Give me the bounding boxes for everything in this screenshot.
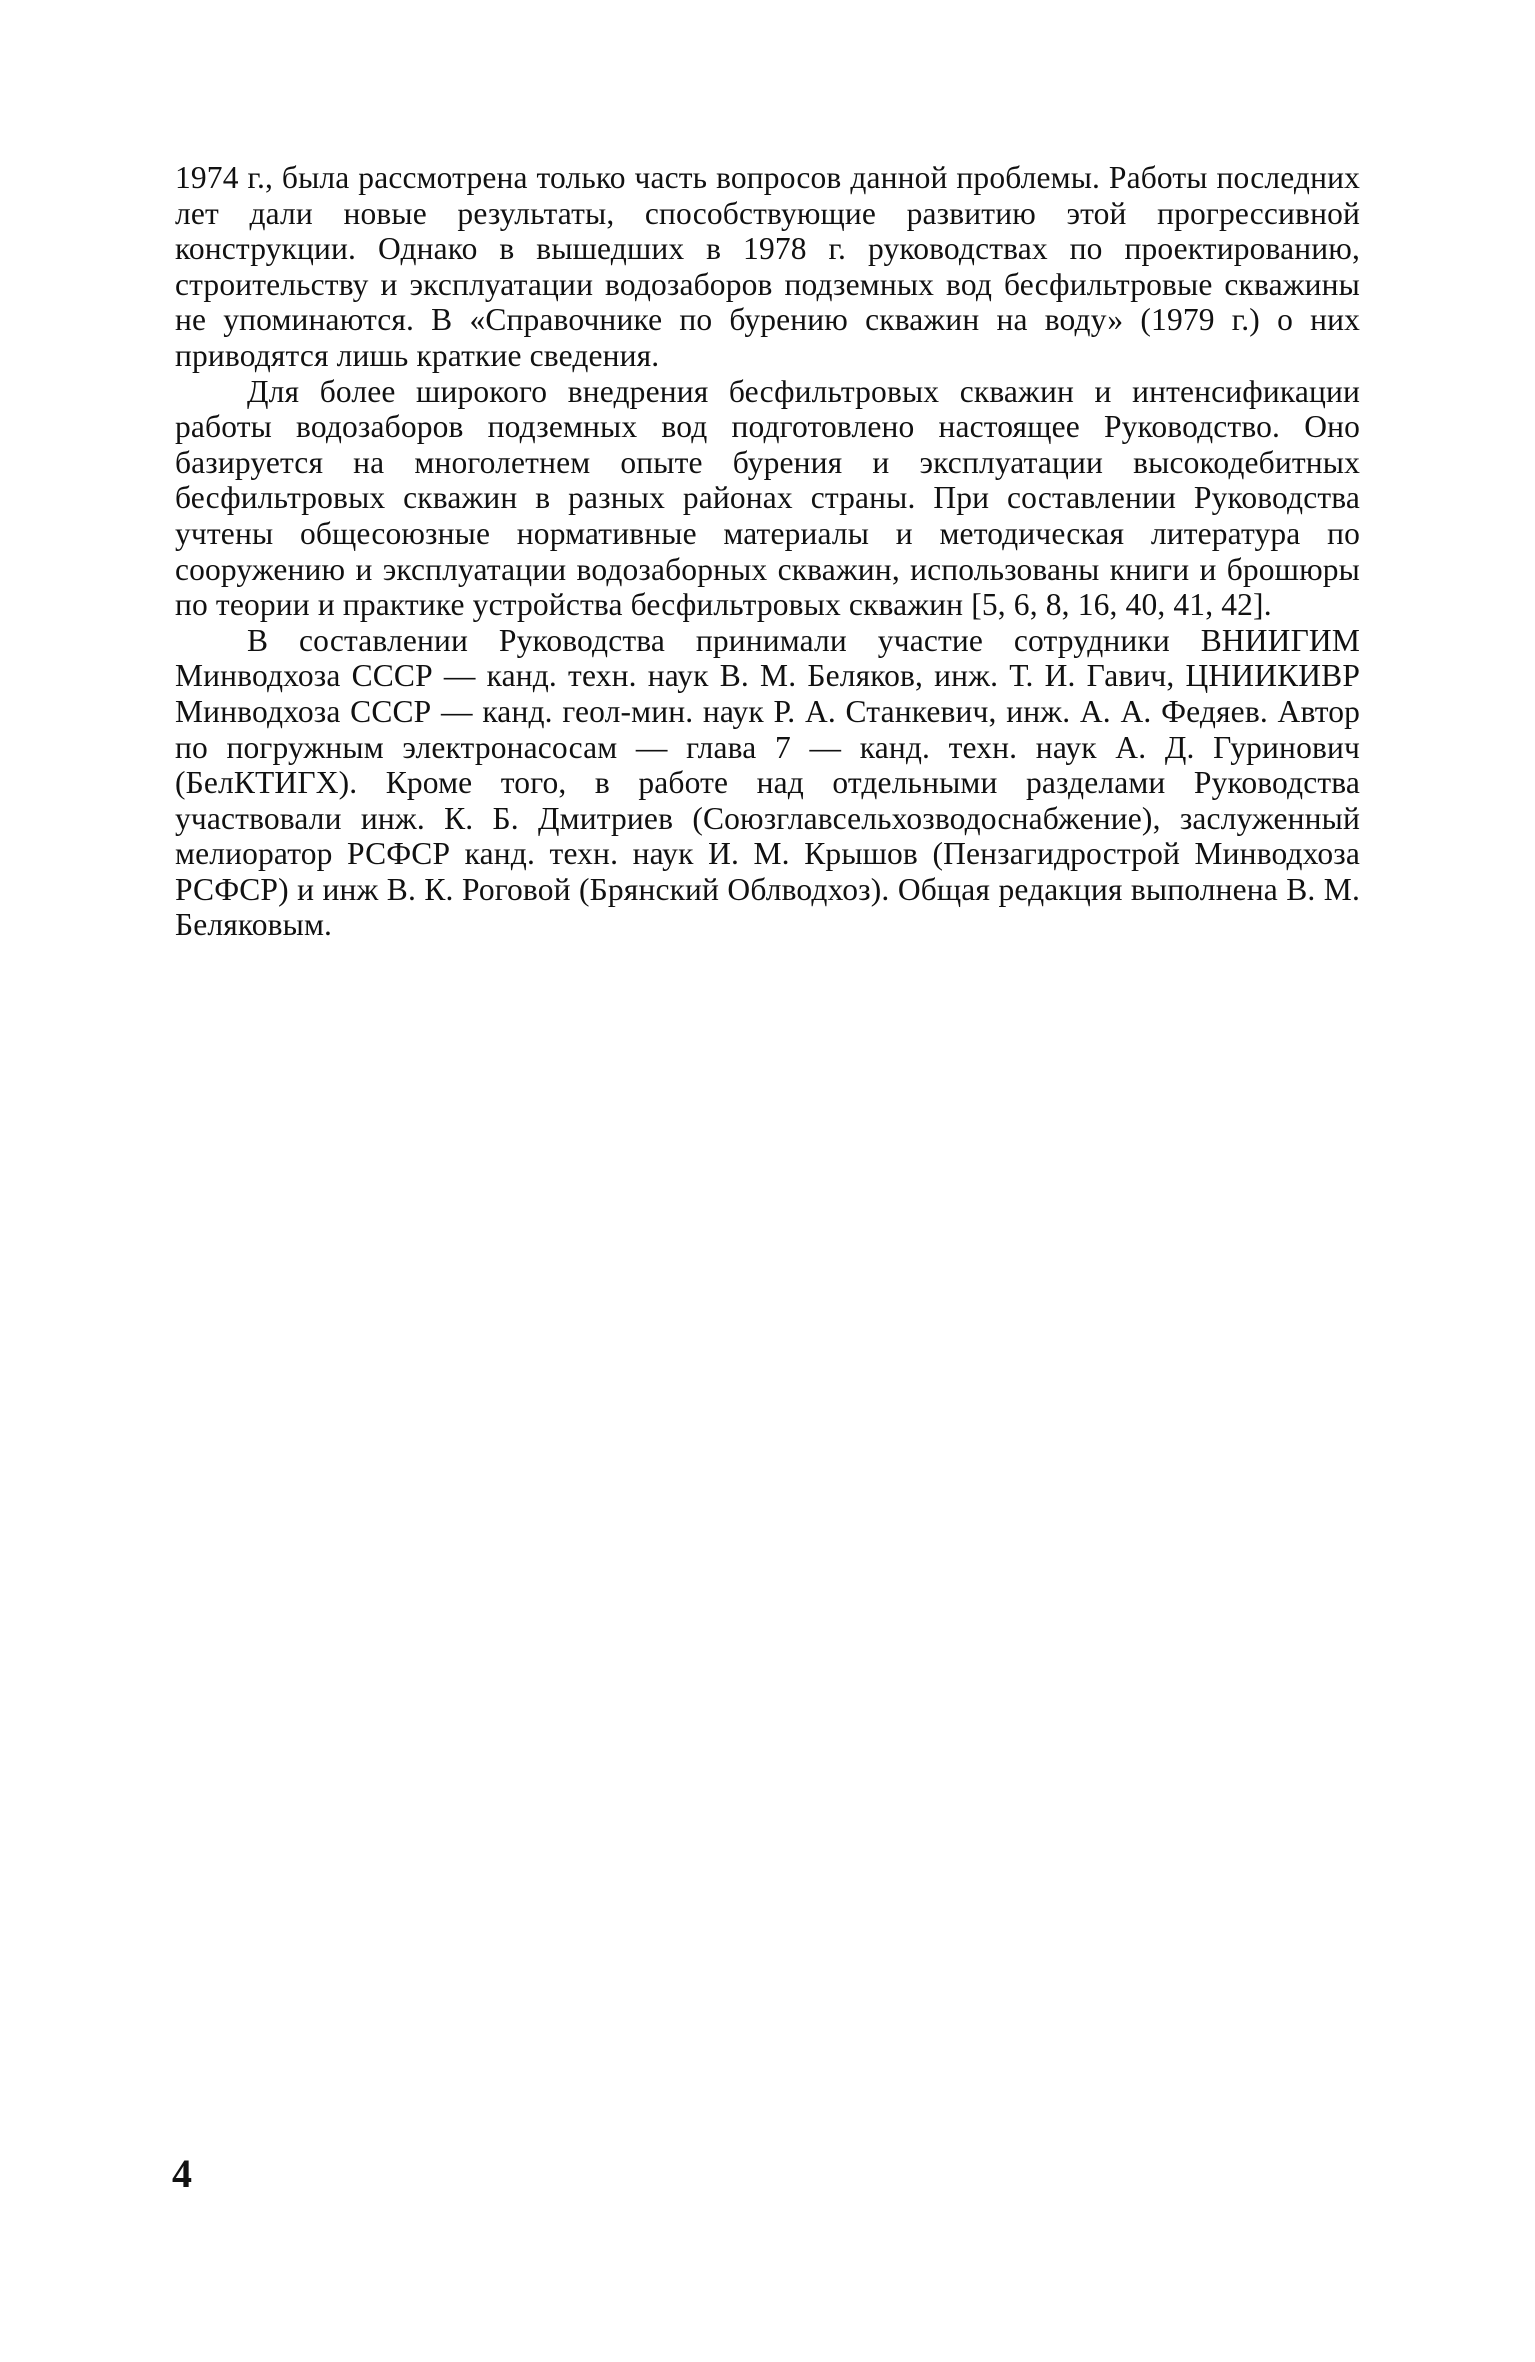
- paragraph-purpose: Для более широкого внедрения бесфильтровых скважин и интенсификации работы водозаборов подземных вод подготовлено настоящее Руководство. Оно базируется на многолетнем опыте бурения и эксплуатации высокодебитных бесфильтровых скважин в разных районах страны. При составлении Руководства учтены общесоюзные нормативные материалы и методическая литература по сооружению и эксплуатации водозаборных скважин, использованы книги и брошюры по теории и практике устройства бесфильтровых скважин [5, 6, 8, 16, 40, 41, 42].: [175, 373, 1360, 623]
- paragraph-continuation: 1974 г., была рассмотрена только часть вопросов данной проблемы. Работы последних лет дали новые результаты, способствующие развитию этой прогрессивной конструкции. Однако в вышедших в 1978 г. руководствах по проектированию, строительству и эксплуатации водозаборов подземных вод бесфильтровые скважины не упоминаются. В «Справочнике по бурению скважин на воду» (1979 г.) о них приводятся лишь краткие сведения.: [175, 160, 1360, 373]
- body-text: [175, 160, 1360, 943]
- page-number: 4: [172, 2151, 192, 2196]
- paragraph-contributors: В составлении Руководства принимали участие сотрудники ВНИИГИМ Минводхоза СССР — канд. техн. наук В. М. Беляков, инж. Т. И. Гавич, ЦНИИКИВР Минводхоза СССР — канд. геол-мин. наук Р. А. Станкевич, инж. А. А. Федяев. Автор по погружным электронасосам — глава 7 — канд. техн. наук А. Д. Гуринович (БелКТИГХ). Кроме того, в работе над отдельными разделами Руководства участвовали инж. К. Б. Дмитриев (Союзглавсельхозводоснабжение), заслуженный мелиоратор РСФСР канд. техн. наук И. М. Крышов (Пензагидрострой Минводхоза РСФСР) и инж В. К. Роговой (Брянский Облводхоз). Общая редакция выполнена В. М. Беляковым.: [175, 622, 1360, 943]
